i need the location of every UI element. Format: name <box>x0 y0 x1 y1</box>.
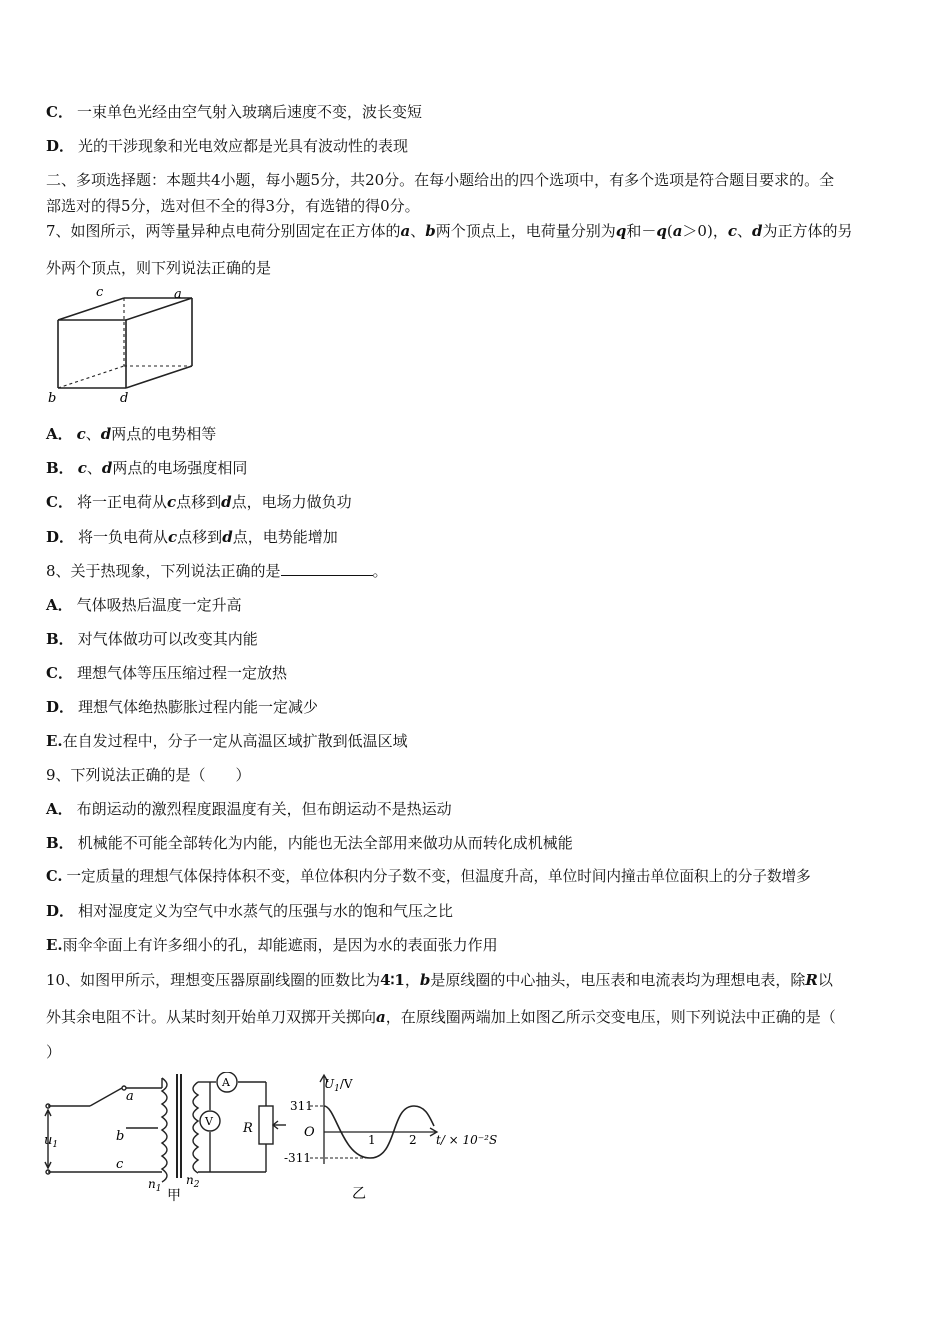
q8-option-c: C． 理想气体等压压缩过程一定放热 <box>46 664 287 682</box>
q7-option-d: D． 将一负电荷从c点移到d点，电势能增加 <box>46 528 338 546</box>
q9-stem: 9、下列说法正确的是（ ） <box>46 766 251 784</box>
q8-stem: 8、关于热现象，下列说法正确的是 。 <box>46 562 388 580</box>
section-header-line2: 部选对的得5分，选对但不全的得3分，有选错的得0分。 <box>46 197 420 215</box>
voltmeter-label: V <box>205 1115 213 1128</box>
vertex-label-a: a <box>174 287 182 302</box>
terminal-label-a: a <box>126 1089 134 1104</box>
q9-option-e: E.雨伞伞面上有许多细小的孔，却能遮雨，是因为水的表面张力作用 <box>46 936 498 954</box>
cube-edge <box>58 298 124 320</box>
q10-stem-line1: 10、如图甲所示，理想变压器原副线圈的匝数比为4∶1，b是原线圈的中心抽头，电压表和电流表均为理想电表，除R以 <box>46 971 833 989</box>
input-voltage-label: $u_1$ <box>44 1133 59 1150</box>
ammeter-label: A <box>222 1076 230 1089</box>
q7-stem-line2: 外两个顶点，则下列说法正确的是 <box>46 259 272 277</box>
resistor <box>259 1106 273 1144</box>
x-tick-2: 2 <box>409 1133 417 1147</box>
figure-caption-jia: 甲 <box>167 1188 181 1204</box>
y-axis-label: $U_1/V$ <box>324 1077 353 1094</box>
vertex-label-c: c <box>96 285 104 300</box>
q10-stem-line3: ） <box>46 1043 62 1061</box>
q9-option-b: B． 机械能不可能全部转化为内能，内能也无法全部用来做功从而转化成机械能 <box>46 834 573 852</box>
primary-coil <box>162 1078 167 1182</box>
y-tick-max: 311 <box>290 1099 313 1113</box>
x-tick-1: 1 <box>368 1133 376 1147</box>
cube-hidden-edge <box>58 366 124 388</box>
q9-option-a: A． 布朗运动的激烈程度跟温度有关，但布朗运动不是热运动 <box>46 800 452 818</box>
voltage-time-graph <box>284 1072 514 1206</box>
cube-edge <box>126 366 192 388</box>
answer-blank <box>281 561 373 576</box>
option-c: C． 一束单色光经由空气射入玻璃后速度不变，波长变短 <box>46 103 422 121</box>
q7-option-c: C． 将一正电荷从c点移到d点，电场力做负功 <box>46 493 352 511</box>
q8-option-a: A． 气体吸热后温度一定升高 <box>46 596 242 614</box>
q8-option-b: B． 对气体做功可以改变其内能 <box>46 630 258 648</box>
transformer-circuit-figure <box>40 1072 290 1206</box>
cube-figure <box>44 284 204 406</box>
q8-option-e: E.在自发过程中，分子一定从高温区域扩散到低温区域 <box>46 732 408 750</box>
q10-stem-line2: 外其余电阻不计。从某时刻开始单刀双掷开关掷向a，在原线圈两端加上如图乙所示交变电压，则下列说法中正确的是（ <box>46 1008 836 1026</box>
q7-stem: 7、如图所示，两等量异种点电荷分别固定在正方体的a、b两个顶点上，电荷量分别为q和－q(a＞0)，c、d为正方体的另 <box>46 222 853 240</box>
q9-option-c: C. 一定质量的理想气体保持体积不变，单位体积内分子数不变，但温度升高，单位时间内撞击单位面积上的分子数增多 <box>46 868 811 885</box>
q8-option-d: D． 理想气体绝热膨胀过程内能一定减少 <box>46 698 319 716</box>
figure-caption-yi: 乙 <box>352 1186 366 1202</box>
terminal-label-b: b <box>116 1129 125 1144</box>
switch-blade <box>90 1088 122 1106</box>
turns-label-n2: $n_2$ <box>186 1173 200 1190</box>
resistor-label: R <box>243 1121 253 1136</box>
section-header-line1: 二、多项选择题：本题共4小题，每小题5分，共20分。在每小题给出的四个选项中，有多个选项是符合题目要求的。全 <box>46 171 835 189</box>
terminal-label-c: c <box>116 1157 124 1172</box>
origin-label: O <box>304 1125 315 1140</box>
q9-option-d: D． 相对湿度定义为空气中水蒸气的压强与水的饱和气压之比 <box>46 902 454 920</box>
q7-option-a: A． c、d两点的电势相等 <box>46 425 217 443</box>
vertex-label-b: b <box>48 391 57 406</box>
option-d: D． 光的干涉现象和光电效应都是光具有波动性的表现 <box>46 137 409 155</box>
vertex-label-d: d <box>120 391 129 406</box>
x-axis-label: t/ × 10⁻²S <box>436 1133 498 1147</box>
turns-label-n1: $n_1$ <box>148 1177 162 1194</box>
cube-edge <box>126 298 192 320</box>
secondary-coil <box>193 1082 198 1173</box>
y-tick-min: -311 <box>284 1151 311 1165</box>
q7-option-b: B． c、d两点的电场强度相同 <box>46 459 248 477</box>
